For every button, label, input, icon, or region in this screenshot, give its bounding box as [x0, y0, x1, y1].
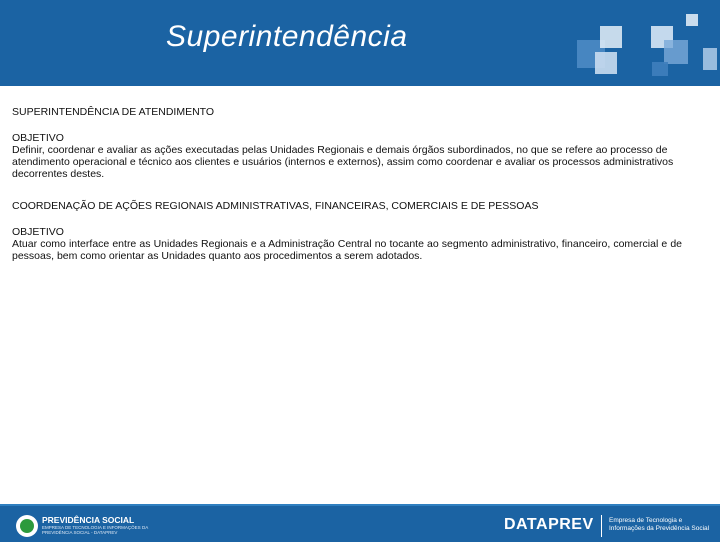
decorative-square [600, 26, 622, 48]
dataprev-tagline: Empresa de Tecnologia e Informações da Previdência Social [609, 517, 710, 532]
decorative-squares [0, 0, 720, 86]
decorative-square [652, 62, 668, 76]
coordenacao-title: COORDENAÇÃO DE AÇÕES REGIONAIS ADMINISTRATIVAS, FINANCEIRAS, COMERCIAIS E DE PESSOAS [12, 200, 539, 212]
content-area [12, 106, 682, 262]
objetivo-label: OBJETIVO [12, 226, 64, 238]
previdencia-social-logo [16, 514, 156, 538]
objetivo-text: Definir, coordenar e avaliar as ações executadas pelas Unidades Regionais e demais órgãos subordinados, no que se refere ao processo de atendimento operacional e técnico aos clientes e usuários (internos e externos), assim como coordenar e avaliar os processos administrativos decorrentes destes. [12, 144, 674, 180]
decorative-square [686, 14, 698, 26]
decorative-square [664, 40, 688, 64]
objetivo-block-2 [12, 226, 682, 262]
objetivo-text: Atuar como interface entre as Unidades Regionais e a Administração Central no tocante ao segmento administrativo, financeiro, comercial e de pessoas, bem como orientar as Unidades quanto aos procedimentos a serem adotados. [12, 238, 682, 262]
header-bar [0, 0, 720, 86]
section-title: SUPERINTENDÊNCIA DE ATENDIMENTO [12, 106, 215, 118]
decorative-square [703, 48, 717, 70]
decorative-square [595, 52, 617, 74]
logo-divider [601, 515, 602, 537]
previdencia-subtitle: EMPRESA DE TECNOLOGIA E INFORMAÇÕES DA PREVIDÊNCIA SOCIAL - DATAPREV [42, 525, 148, 535]
dataprev-logo: DATAPREV [504, 516, 594, 533]
previdencia-emblem-icon [16, 515, 38, 537]
objetivo-block-1 [12, 132, 682, 180]
footer-bar [0, 504, 720, 542]
objetivo-label: OBJETIVO [12, 132, 64, 144]
previdencia-name: PREVIDÊNCIA SOCIAL [42, 515, 135, 525]
page-title: Superintendência [166, 20, 408, 53]
